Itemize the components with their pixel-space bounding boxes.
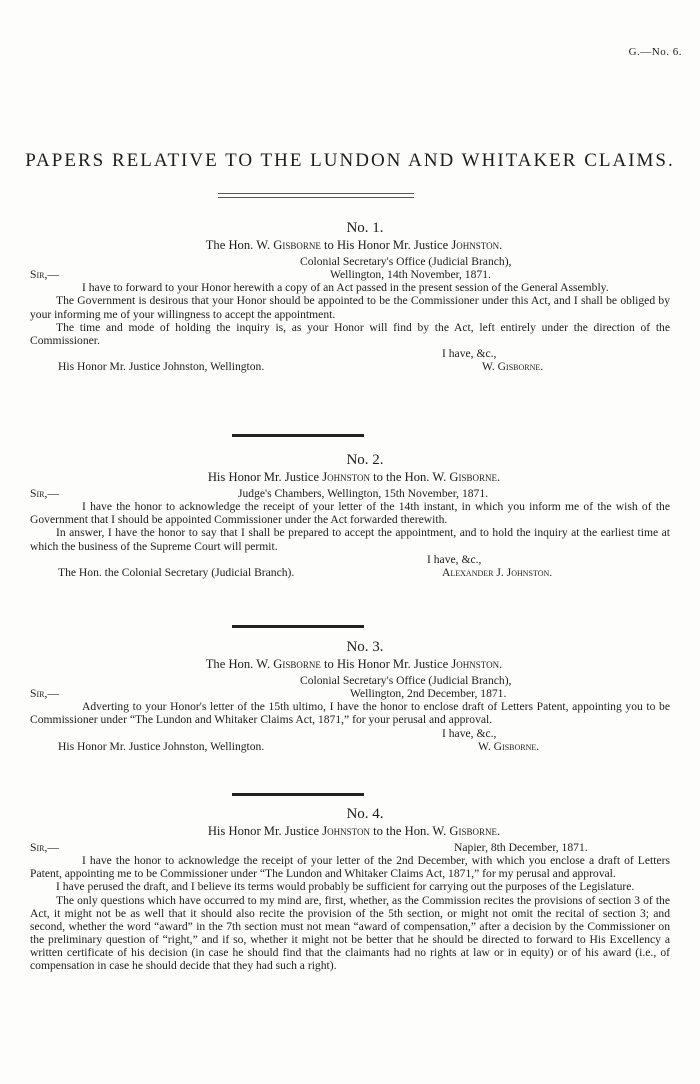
letter-4: [30, 808, 670, 972]
letter-paragraph: The only questions which have occurred to my mind are, first, whether, as the Commission recites the provisions of section 3 of the Act, it might not be as well that it should also recite the provision of the 5th section, or might not omit the recital of section 3; and second, whether the word “award” in the 7th section must not mean “award of compensation,” after a decision by the Commissioner on the preliminary question of “right,” and if so, whether it might not be better that he should be directed to forward to His Excellency a written certificate of his decision (in case he should find that the claimants had no rights at law or in equity) or of his award (i.e., of compensation in case he should decide that they had such a right).: [30, 893, 670, 973]
page-reference: G.—No. 6.: [628, 46, 682, 58]
closing: I have, &c.,: [442, 726, 497, 740]
letter-paragraph: I have perused the draft, and I believe its terms would probably be sufficient for carrying out the purposes of the Legislature.: [56, 880, 635, 894]
letter-address: Colonial Secretary's Office (Judicial Branch),: [300, 674, 512, 688]
letter-paragraph: Adverting to your Honor's letter of the 15th ultimo, I have the honor to enclose draft of Letters Patent, appointing you to be Commissioner under “The Lundon and Whitaker Claims Act, 1871,” for your perusal and approval.: [30, 700, 670, 727]
letter-3: [30, 641, 670, 754]
letter-address: Colonial Secretary's Office (Judicial Branch),: [300, 255, 512, 269]
letter-header: His Honor Mr. Justice Johnston to the Hon. W. Gisborne.: [207, 824, 501, 839]
letter-header: His Honor Mr. Justice Johnston to the Hon. W. Gisborne.: [207, 470, 501, 485]
letter-paragraph: The time and mode of holding the inquiry is, as your Honor will find by the Act, left entirely under the direction of the Commissioner.: [30, 320, 670, 347]
signature: Alexander J. Johnston.: [442, 565, 553, 579]
salutation: Sir,—: [30, 841, 59, 855]
letter-paragraph: In answer, I have the honor to say that I shall be prepared to accept the appointment, and to hold the inquiry at the earliest time at which the business of the Supreme Court will permit.: [30, 526, 670, 553]
salutation: Sir,—: [30, 487, 59, 501]
letter-header: The Hon. W. Gisborne to His Honor Mr. Justice Johnston.: [205, 238, 503, 253]
closing: I have, &c.,: [427, 552, 482, 566]
title-rule: [218, 197, 414, 198]
letter-number: No. 4.: [346, 806, 384, 822]
addressee: His Honor Mr. Justice Johnston, Wellington.: [58, 359, 265, 373]
separator-rule: [232, 625, 364, 628]
letter-date: Judge's Chambers, Wellington, 15th November, 1871.: [238, 487, 489, 501]
closing: I have, &c.,: [442, 346, 497, 360]
title-rule: [218, 193, 414, 194]
signature: W. Gisborne.: [482, 359, 544, 373]
letter-paragraph: I have the honor to acknowledge the receipt of your letter of the 14th instant, in which you inform me of the wish of the Government that I should be appointed Commissioner under the Act forwarded therewith.: [30, 500, 670, 527]
letter-2: [30, 454, 670, 580]
letter-paragraph: I have the honor to acknowledge the receipt of your letter of the 2nd December, with which you enclose a draft of Letters Patent, appointing me to be Commissioner under “The Lundon and Whitaker Claims Act, 1871,” for my perusal and approval.: [30, 854, 670, 881]
letter-paragraph: I have to forward to your Honor herewith a copy of an Act passed in the present session of the General Assembly.: [82, 281, 609, 295]
signature: W. Gisborne.: [478, 739, 540, 753]
letter-number: No. 3.: [346, 639, 384, 655]
letter-header: The Hon. W. Gisborne to His Honor Mr. Justice Johnston.: [205, 657, 503, 672]
letter-1: [30, 222, 670, 374]
addressee: His Honor Mr. Justice Johnston, Wellington.: [58, 739, 265, 753]
letter-date: Napier, 8th December, 1871.: [454, 841, 588, 855]
letter-paragraph: The Government is desirous that your Honor should be appointed to be the Commissioner under this Act, and I shall be obliged by your informing me of your willingness to accept the appointment.: [30, 294, 670, 321]
document-title: PAPERS RELATIVE TO THE LUNDON AND WHITAKER CLAIMS.: [25, 150, 675, 171]
separator-rule: [232, 434, 364, 437]
letter-date: Wellington, 2nd December, 1871.: [350, 687, 507, 701]
salutation: Sir,—: [30, 687, 59, 701]
letter-number: No. 1.: [346, 220, 384, 236]
salutation: Sir,—: [30, 268, 59, 282]
addressee: The Hon. the Colonial Secretary (Judicial Branch).: [58, 565, 295, 579]
letter-number: No. 2.: [346, 452, 384, 468]
separator-rule: [232, 793, 364, 796]
letter-date: Wellington, 14th November, 1871.: [330, 268, 491, 282]
